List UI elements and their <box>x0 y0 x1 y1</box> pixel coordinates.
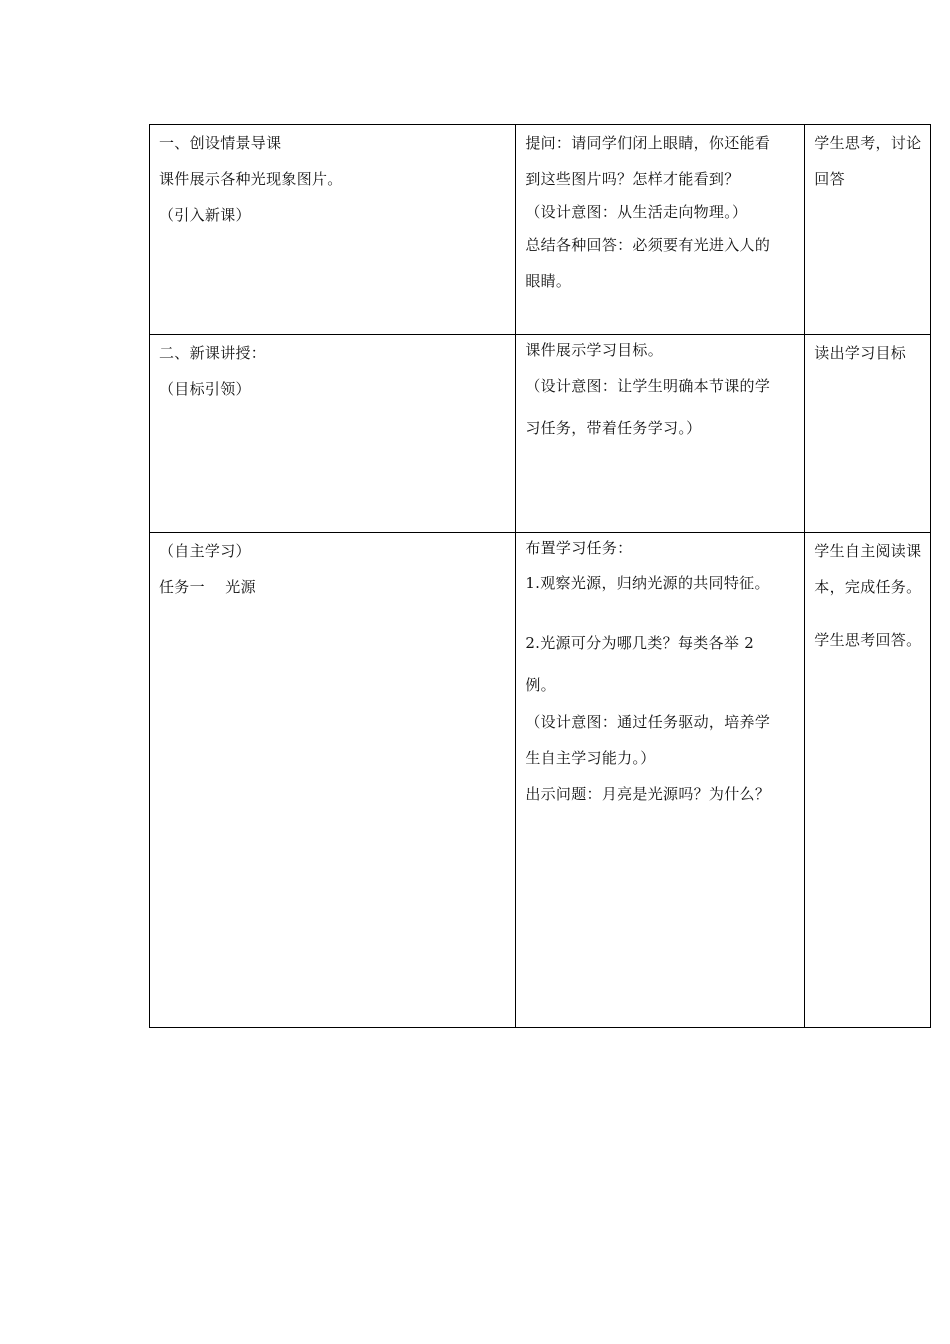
cell-text: 出示问题：月亮是光源吗？为什么？ <box>525 785 771 803</box>
cell-text: 到这些图片吗？怎样才能看到？ <box>525 170 740 188</box>
cell-text: （自主学习） <box>159 542 251 560</box>
teaching-step-cell <box>150 335 516 533</box>
cell-text: 提问：请同学们闭上眼睛，你还能看 <box>525 134 771 152</box>
cell-text: 习任务，带着任务学习。） <box>525 419 702 437</box>
lesson-plan-table <box>149 124 931 1028</box>
cell-text: （设计意图：通过任务驱动，培养学 <box>525 713 771 731</box>
table-row <box>150 335 931 533</box>
cell-text: 学生思考，讨论 <box>814 134 922 152</box>
teacher-activity-cell <box>516 335 805 533</box>
cell-text: 例。 <box>525 676 556 694</box>
table-row <box>150 533 931 1028</box>
table-row <box>150 125 931 335</box>
cell-text: 本，完成任务。 <box>814 578 922 596</box>
cell-text: 任务一 光源 <box>159 578 256 596</box>
teaching-step-cell <box>150 533 516 1028</box>
cell-text: 课件展示各种光现象图片。 <box>159 170 343 188</box>
teacher-activity-cell <box>516 125 805 335</box>
student-activity-cell <box>805 335 931 533</box>
student-activity-cell <box>805 533 931 1028</box>
cell-text: 眼睛。 <box>525 272 572 290</box>
cell-text: （目标引领） <box>159 380 251 398</box>
cell-text: （设计意图：从生活走向物理。） <box>525 203 748 221</box>
cell-text: 2.光源可分为哪几类？每类各举 2 <box>525 634 755 652</box>
student-activity-cell <box>805 125 931 335</box>
cell-text: 布置学习任务： <box>525 539 633 557</box>
cell-text: 学生自主阅读课 <box>814 542 922 560</box>
cell-text: 一、创设情景导课 <box>159 134 282 152</box>
teacher-activity-cell <box>516 533 805 1028</box>
cell-text: 总结各种回答：必须要有光进入人的 <box>525 236 771 254</box>
cell-text: （设计意图：让学生明确本节课的学 <box>525 377 771 395</box>
cell-text: 1.观察光源，归纳光源的共同特征。 <box>525 574 770 592</box>
cell-text: 生自主学习能力。） <box>525 749 656 767</box>
cell-text: 课件展示学习目标。 <box>525 341 664 359</box>
cell-text: （引入新课） <box>159 206 251 224</box>
cell-text: 学生思考回答。 <box>814 631 922 649</box>
cell-text: 回答 <box>814 170 845 188</box>
teaching-step-cell <box>150 125 516 335</box>
cell-text: 二、新课讲授： <box>159 344 267 362</box>
cell-text: 读出学习目标 <box>814 344 907 362</box>
